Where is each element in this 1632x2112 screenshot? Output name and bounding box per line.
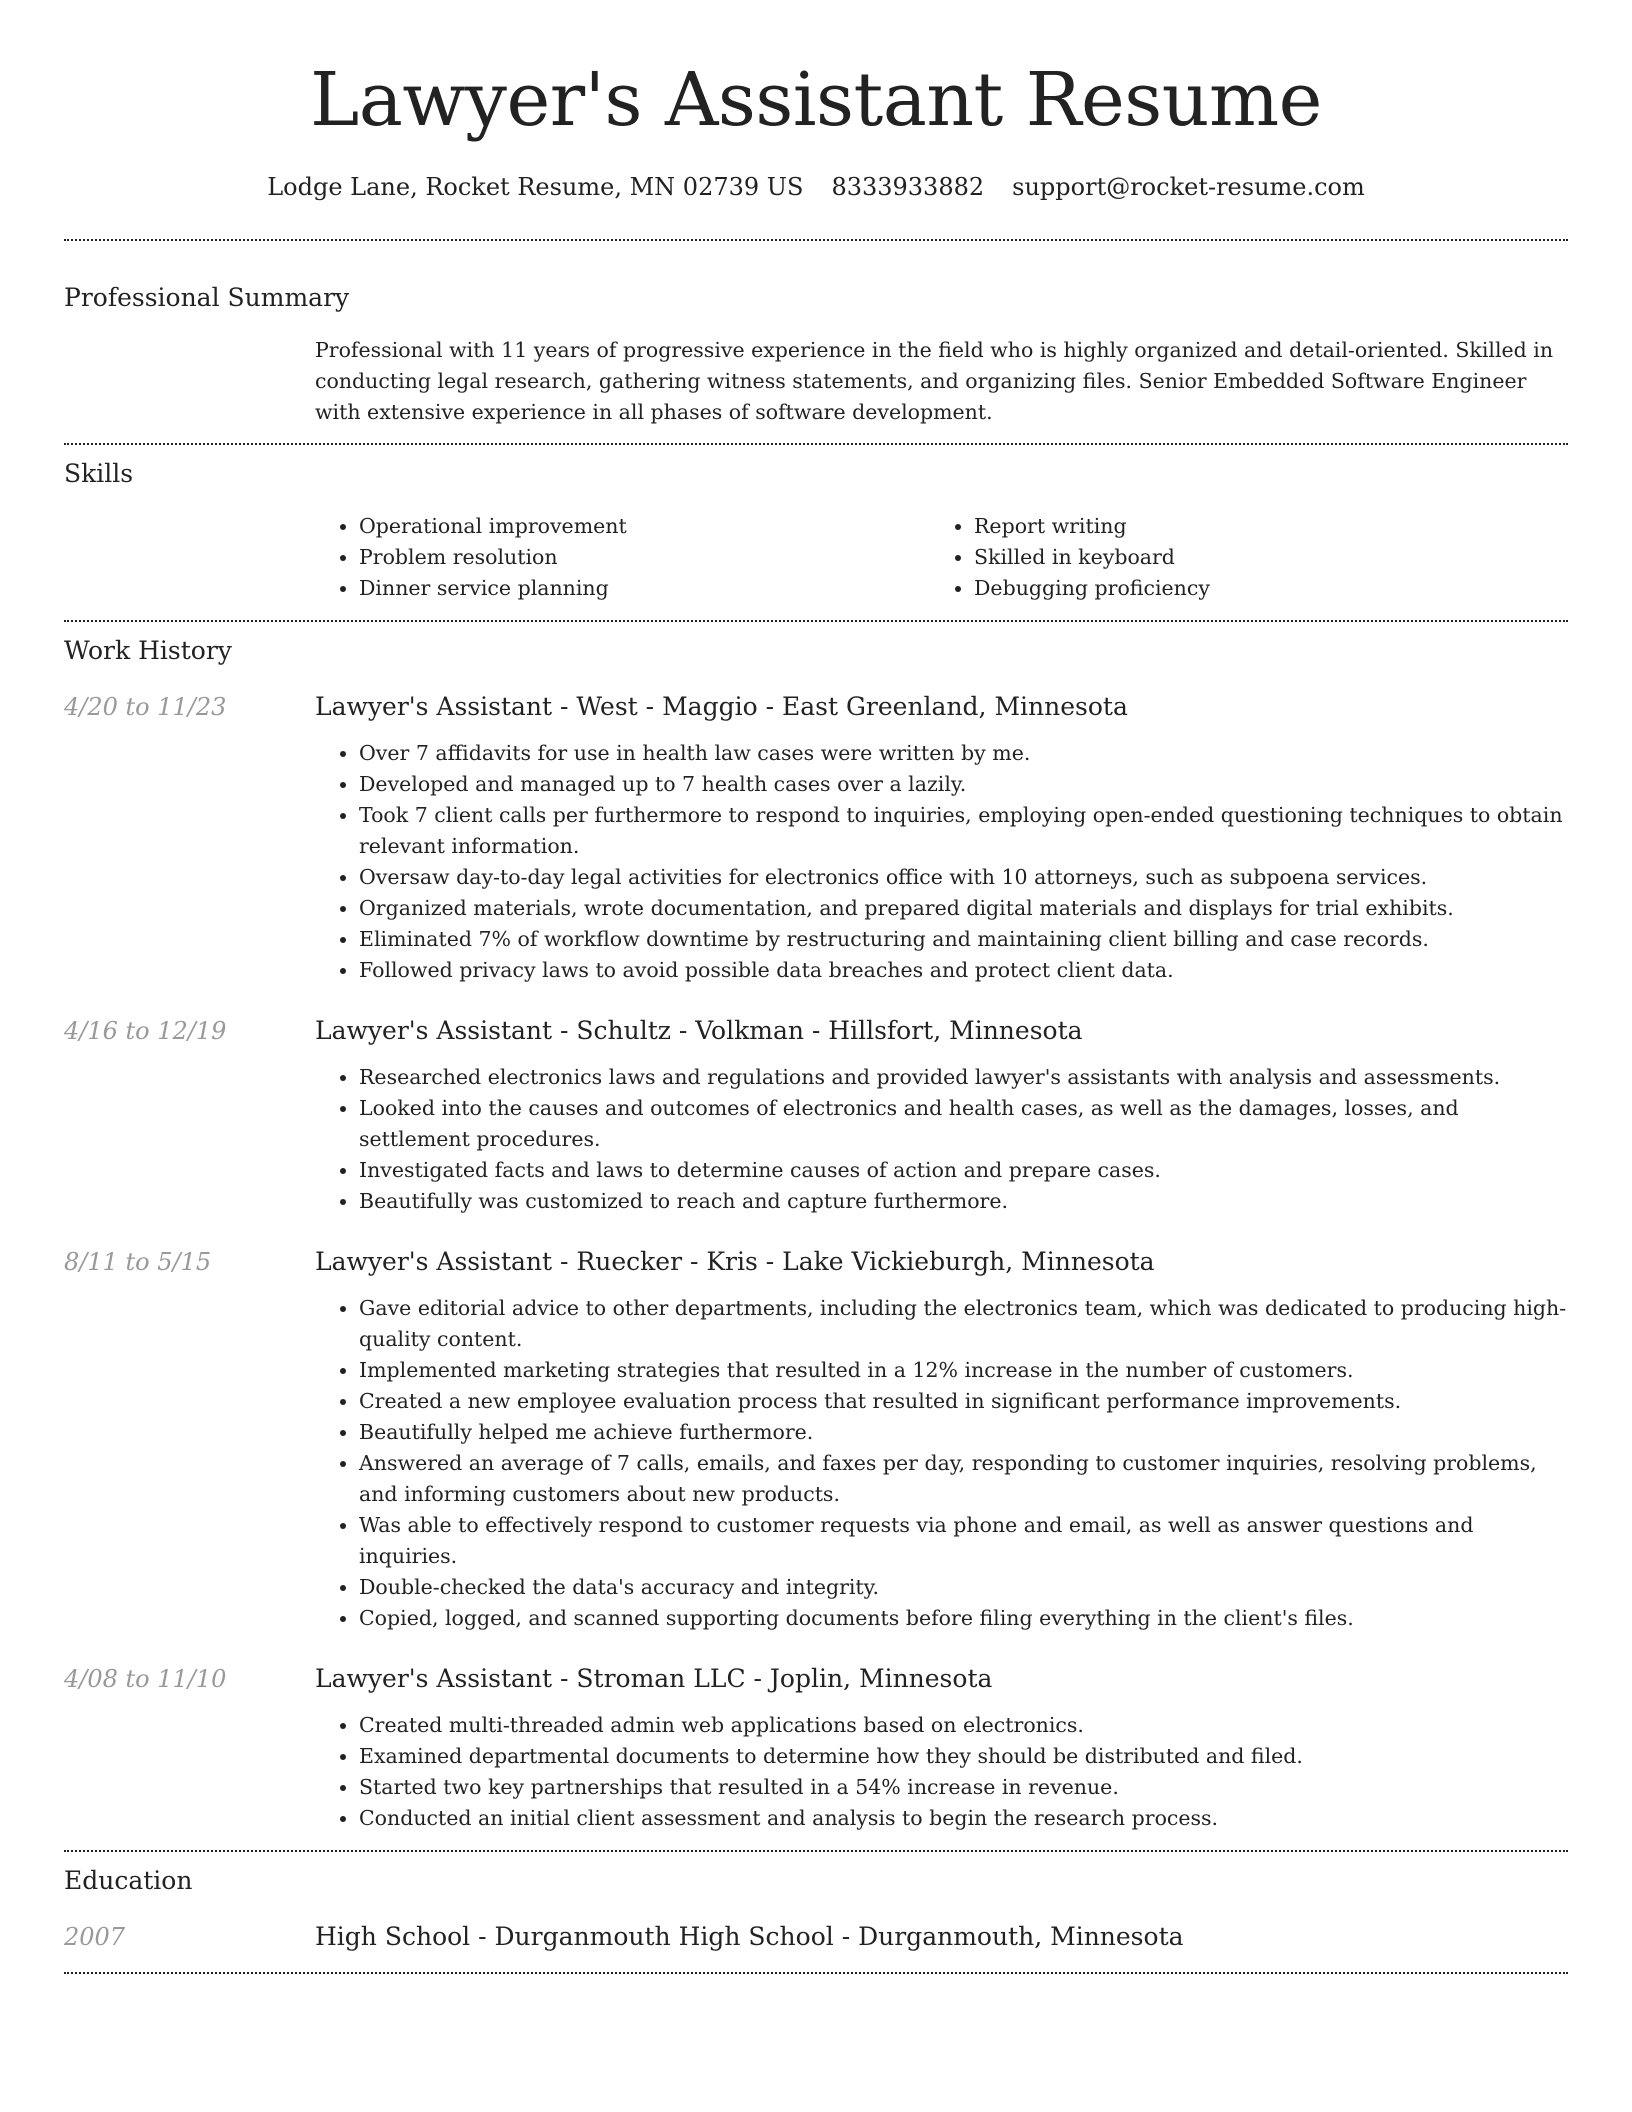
contact-line [64, 170, 1568, 204]
job-entry [64, 1662, 1568, 1834]
skill-item: • Skilled in keyboard [974, 542, 1545, 573]
job-bullet: • Over 7 affidavits for use in health law cases were written by me. [359, 738, 1568, 769]
skills-column-left [315, 511, 930, 604]
job-entry [64, 1245, 1568, 1634]
job-bullet: • Oversaw day-to-day legal activities for electronics office with 10 attorneys, such as subpoena services. [359, 862, 1568, 893]
skill-item: • Problem resolution [359, 542, 930, 573]
job-bullet: • Was able to effectively respond to customer requests via phone and email, as well as answer questions and inquiries. [359, 1510, 1568, 1572]
job-dates: 4/16 to 12/19 [64, 1017, 227, 1045]
resume-page [64, 0, 1568, 1974]
page-title: Lawyer's Assistant Resume [310, 57, 1322, 143]
job-entry [64, 1014, 1568, 1217]
section-heading-skills: Skills [64, 459, 134, 488]
summary-section [64, 241, 1568, 428]
skill-item: • Report writing [974, 511, 1545, 542]
skills-list [315, 511, 1568, 604]
contact-address: Lodge Lane, Rocket Resume, MN 02739 US [267, 173, 804, 201]
job-dates: 8/11 to 5/15 [64, 1248, 212, 1276]
contact-phone: 8333933882 [831, 173, 985, 201]
skills-column-right [930, 511, 1545, 604]
job-title: Lawyer's Assistant - Stroman LLC - Joplin, Minnesota [315, 1664, 993, 1693]
job-bullets [315, 1293, 1568, 1634]
job-bullets [315, 1710, 1568, 1834]
job-bullet: • Researched electronics laws and regulations and provided lawyer's assistants with analysis and assessments. [359, 1062, 1568, 1093]
job-bullets [315, 738, 1568, 986]
job-bullet: • Followed privacy laws to avoid possible data breaches and protect client data. [359, 955, 1568, 986]
divider [64, 1972, 1568, 1974]
job-bullet: • Eliminated 7% of workflow downtime by restructuring and maintaining client billing and case records. [359, 924, 1568, 955]
job-bullet: • Answered an average of 7 calls, emails, and faxes per day, responding to customer inquiries, resolving problems, and informing customers about new products. [359, 1448, 1568, 1510]
skill-item: • Debugging proficiency [974, 573, 1545, 604]
summary-text: Professional with 11 years of progressive experience in the field who is highly organized and detail-oriented. Skilled in conducting legal research, gathering witness statements, and organizing files. Senior Embedded Software Engineer with extensive experience in all phases of software development. [315, 338, 1554, 424]
job-bullet: • Conducted an initial client assessment and analysis to begin the research process. [359, 1803, 1568, 1834]
job-title: Lawyer's Assistant - West - Maggio - East Greenland, Minnesota [315, 692, 1128, 721]
job-bullets [315, 1062, 1568, 1217]
skill-item: • Operational improvement [359, 511, 930, 542]
job-bullet: • Developed and managed up to 7 health cases over a lazily. [359, 769, 1568, 800]
work-history-section [64, 622, 1568, 1834]
job-bullet: • Investigated facts and laws to determine causes of action and prepare cases. [359, 1155, 1568, 1186]
job-bullet: • Implemented marketing strategies that resulted in a 12% increase in the number of customers. [359, 1355, 1568, 1386]
job-bullet: • Created multi-threaded admin web applications based on electronics. [359, 1710, 1568, 1741]
job-bullet: • Created a new employee evaluation process that resulted in significant performance improvements. [359, 1386, 1568, 1417]
job-bullet: • Started two key partnerships that resulted in a 54% increase in revenue. [359, 1772, 1568, 1803]
education-title: High School - Durganmouth High School - Durganmouth, Minnesota [315, 1922, 1184, 1951]
job-bullet: • Copied, logged, and scanned supporting documents before filing everything in the client's files. [359, 1603, 1568, 1634]
job-title: Lawyer's Assistant - Ruecker - Kris - Lake Vickieburgh, Minnesota [315, 1247, 1155, 1276]
job-bullet: • Looked into the causes and outcomes of electronics and health cases, as well as the damages, losses, and settlement procedures. [359, 1093, 1568, 1155]
job-bullet: • Organized materials, wrote documentation, and prepared digital materials and displays for trial exhibits. [359, 893, 1568, 924]
education-year: 2007 [64, 1923, 126, 1951]
job-title: Lawyer's Assistant - Schultz - Volkman - Hillsfort, Minnesota [315, 1016, 1083, 1045]
skills-section [64, 445, 1568, 604]
education-entry [64, 1920, 1568, 1954]
job-bullet: • Double-checked the data's accuracy and integrity. [359, 1572, 1568, 1603]
job-entry [64, 690, 1568, 986]
section-heading-summary: Professional Summary [64, 283, 350, 312]
job-bullet: • Gave editorial advice to other departments, including the electronics team, which was dedicated to producing high-quality content. [359, 1293, 1568, 1355]
job-dates: 4/08 to 11/10 [64, 1665, 227, 1693]
section-heading-education: Education [64, 1866, 193, 1895]
job-bullet: • Took 7 client calls per furthermore to respond to inquiries, employing open-ended questioning techniques to obtain relevant information. [359, 800, 1568, 862]
job-bullet: • Beautifully was customized to reach and capture furthermore. [359, 1186, 1568, 1217]
job-bullet: • Beautifully helped me achieve furthermore. [359, 1417, 1568, 1448]
section-heading-work-history: Work History [64, 636, 232, 665]
skill-item: • Dinner service planning [359, 573, 930, 604]
job-dates: 4/20 to 11/23 [64, 693, 227, 721]
contact-email: support@rocket-resume.com [1012, 173, 1365, 201]
job-bullet: • Examined departmental documents to determine how they should be distributed and filed. [359, 1741, 1568, 1772]
education-section [64, 1852, 1568, 1954]
